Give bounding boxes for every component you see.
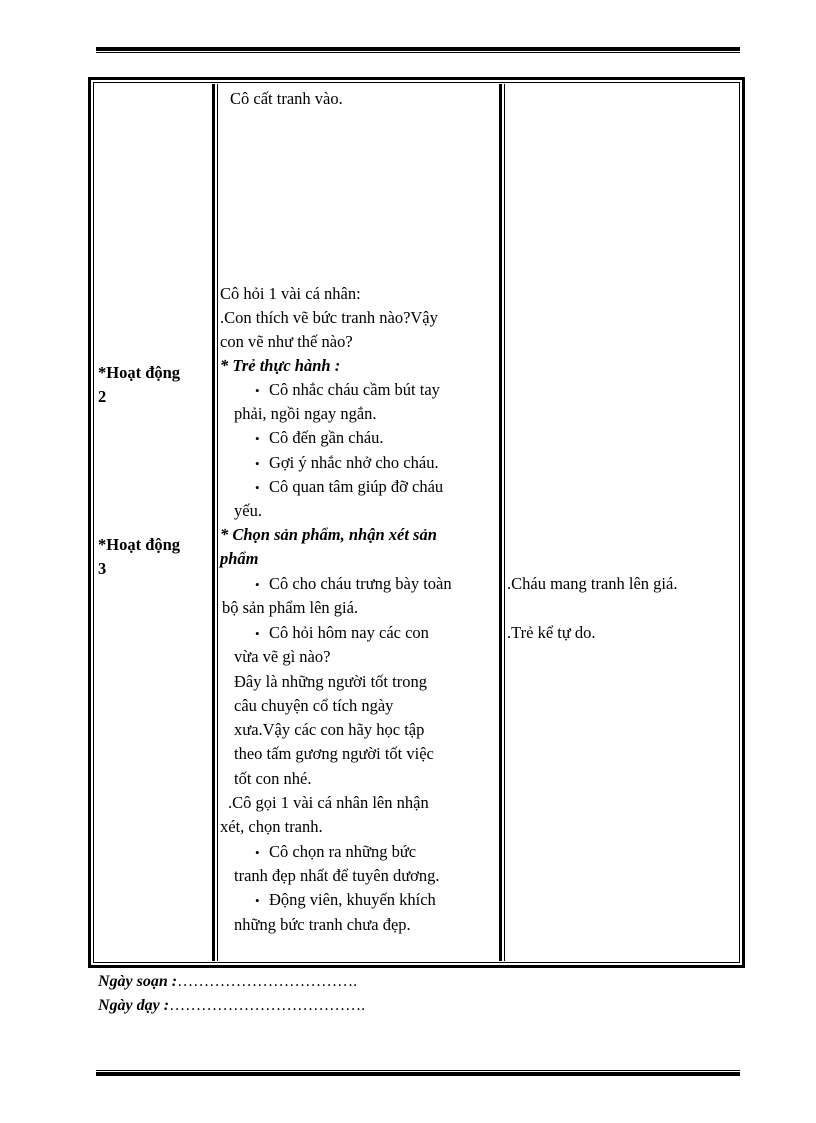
select-heading-line-2: phẩm bbox=[220, 549, 259, 568]
practice-heading: * Trẻ thực hành : bbox=[220, 356, 341, 375]
column-divider-right bbox=[499, 84, 502, 961]
paragraph-line: câu chuyện cổ tích ngày bbox=[234, 696, 394, 715]
list-item: • Cô hỏi hôm nay các con bbox=[255, 621, 429, 647]
list-item-continued: vừa vẽ gì nào? bbox=[234, 647, 331, 666]
child-activity-line-2: .Trẻ kể tự do. bbox=[507, 623, 596, 642]
list-item-continued: yếu. bbox=[234, 501, 262, 520]
select-heading-line-1: * Chọn sản phẩm, nhận xét sản bbox=[220, 525, 437, 544]
teach-date-label: Ngày dạy : bbox=[98, 997, 170, 1014]
child-activity-line-1: .Cháu mang tranh lên giá. bbox=[507, 574, 678, 593]
prep-date-dots: ……………………………. bbox=[177, 973, 358, 990]
list-item-continued: tranh đẹp nhất để tuyên dương. bbox=[234, 866, 440, 885]
ask-line: Cô hỏi 1 vài cá nhân: bbox=[220, 284, 361, 303]
list-item: • Cô cho cháu trưng bày toàn bbox=[255, 572, 452, 598]
teach-date-line bbox=[98, 996, 365, 1016]
prep-date-label: Ngày soạn : bbox=[98, 973, 178, 990]
paragraph-line: xưa.Vậy các con hãy học tập bbox=[234, 720, 425, 739]
question-line-1: .Con thích vẽ bức tranh nào?Vậy bbox=[220, 308, 438, 327]
intro-line: Cô cất tranh vào. bbox=[230, 89, 343, 108]
paragraph-line: theo tấm gương người tốt việc bbox=[234, 744, 434, 763]
list-item: • Động viên, khuyến khích bbox=[255, 888, 436, 914]
paragraph-line: Đây là những người tốt trong bbox=[234, 672, 427, 691]
paragraph-line: xét, chọn tranh. bbox=[220, 817, 323, 836]
activity-3-label: *Hoạt động bbox=[98, 535, 181, 554]
prep-date-line bbox=[98, 972, 357, 992]
list-item: • Cô đến gần cháu. bbox=[255, 426, 384, 452]
question-line-2: con vẽ như thế nào? bbox=[220, 332, 353, 351]
activity-2-number: 2 bbox=[98, 387, 107, 406]
list-item: • Cô chọn ra những bức bbox=[255, 840, 416, 866]
paragraph-line: tốt con nhé. bbox=[234, 769, 312, 788]
list-item: • Cô nhắc cháu cầm bút tay bbox=[255, 378, 440, 404]
list-item: • Cô quan tâm giúp đỡ cháu bbox=[255, 475, 443, 501]
column-divider-right-thin bbox=[504, 84, 505, 961]
list-item-continued: những bức tranh chưa đẹp. bbox=[234, 915, 411, 934]
paragraph-line: .Cô gọi 1 vài cá nhân lên nhận bbox=[228, 793, 429, 812]
activity-3-number: 3 bbox=[98, 559, 107, 578]
list-item-continued: bộ sản phẩm lên giá. bbox=[222, 598, 359, 617]
top-rule bbox=[96, 47, 740, 53]
column-divider-left-thin bbox=[217, 84, 218, 961]
activity-2-label: *Hoạt động bbox=[98, 363, 181, 382]
teach-date-dots: ………………………………. bbox=[169, 997, 366, 1014]
bottom-rule bbox=[96, 1069, 740, 1076]
list-item-continued: phải, ngồi ngay ngắn. bbox=[234, 404, 377, 423]
column-divider-left bbox=[212, 84, 215, 961]
list-item: • Gợi ý nhắc nhở cho cháu. bbox=[255, 451, 439, 477]
